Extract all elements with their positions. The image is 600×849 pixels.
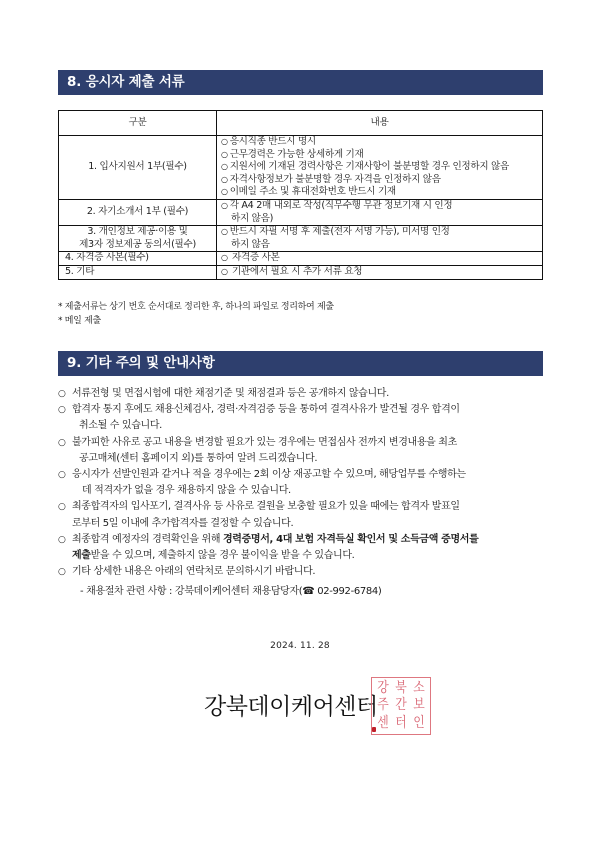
content-line: ○ 자격사항정보가 불분명할 경우 자격을 인정하지 않음 [221, 173, 441, 185]
content-line: ○ 각 A4 2매 내외로 작성(직무수행 무관 정보기재 시 인정 [221, 199, 453, 211]
column-header-category: 구분 [59, 111, 217, 136]
table-header-row [59, 111, 543, 136]
notice-item: ○ 기타 상세한 내용은 아래의 연락처로 문의하시기 바랍니다. [58, 564, 548, 580]
document-date: 2024. 11. 28 [270, 641, 330, 651]
bullet-circle-icon: ○ [221, 187, 228, 197]
bullet-circle-icon: ○ [58, 437, 66, 448]
content-line: ○ 근무경력은 가능한 상세하게 기재 [221, 148, 364, 160]
notice-item: ○ 최종합격 예정자의 경력확인을 위해 경력증명서, 4대 보험 자격득실 확인서 및 소득금액 증명서를 제출받을 수 있으며, 제출하지 않을 경우 불이익을 받을 수 있습니다. [58, 533, 479, 562]
table-row [59, 265, 543, 279]
notice-item: ○ 서류전형 및 면접시험에 대한 채점기준 및 채점결과 등은 공개하지 않습니다. [58, 386, 548, 402]
column-header-content: 내용 [217, 111, 543, 136]
bullet-circle-icon: ○ [221, 174, 228, 184]
contact-info: - 채용절차 관련 사항 : 강북데이케어센터 채용담당자(☎ 02-992-6784) [80, 586, 382, 598]
bullet-circle-icon: ○ [221, 162, 228, 172]
bullet-circle-icon: ○ [58, 567, 66, 578]
content-line: ○ 이메일 주소 및 휴대전화번호 반드시 기재 [221, 186, 396, 198]
row-category: 4. 자격증 사본(필수) [59, 252, 217, 266]
content-line-continued: 하지 않음) [231, 212, 274, 224]
section-9-header: 9. 기타 주의 및 안내사항 [58, 351, 543, 376]
row-category: 1. 입사지원서 1부(필수) [59, 136, 217, 200]
notice-item: ○ 응시자가 선발인원과 같거나 적을 경우에는 2회 이상 재공고할 수 있으며, 해당업무를 수행하는 데 적격자가 없을 경우 채용하지 않을 수 있습니다. [58, 469, 466, 497]
content-line: ○ 기관에서 필요 시 추가 서류 요청 [221, 265, 363, 277]
table-row [59, 226, 543, 252]
seal-ink-mark [372, 727, 376, 732]
footnote: * 제출서류는 상기 번호 순서대로 정리한 후, 하나의 파일로 정리하여 제출 [58, 302, 334, 312]
bullet-circle-icon: ○ [58, 405, 66, 416]
row-content [217, 265, 543, 279]
bullet-circle-icon: ○ [221, 266, 230, 276]
table-row [59, 136, 543, 200]
table-footnotes [58, 301, 334, 328]
row-content [217, 226, 543, 252]
table-row [59, 199, 543, 225]
bullet-circle-icon: ○ [58, 502, 66, 513]
bullet-circle-icon: ○ [221, 149, 228, 159]
content-line: ○ 반드시 자필 서명 후 제출(전자 서명 가능), 미서명 인정 [221, 226, 450, 238]
row-category: 2. 자기소개서 1부 (필수) [59, 199, 217, 225]
phone-number: 02-992-6784) [314, 586, 382, 598]
footnote: * 메일 제출 [58, 315, 101, 326]
content-line: ○ 지원서에 기재된 경력사항은 기재사항이 불분명할 경우 인정하지 않음 [221, 161, 509, 173]
content-line: ○ 응시직종 반드시 명시 [221, 136, 316, 147]
emphasized-text: 제출 [72, 550, 91, 562]
row-content [217, 136, 543, 200]
notice-list [58, 386, 548, 601]
organization-name: 강북데이케어센터 [204, 694, 378, 720]
bullet-circle-icon: ○ [221, 200, 228, 210]
notice-item: ○ 최종합격자의 입사포기, 결격사유 등 사유로 결원을 보충할 필요가 있을 때에는 합격자 발표일 로부터 5일 이내에 추가합격자를 결정할 수 있습니다. [58, 501, 460, 529]
phone-icon: ☎ [302, 586, 315, 598]
table-row [59, 252, 543, 266]
bullet-circle-icon: ○ [221, 137, 228, 146]
official-seal-icon: 강 북 소 주 간 보 센 터 인 [371, 677, 431, 735]
content-line-continued: 하지 않음 [231, 238, 270, 250]
row-category: 3. 개인정보 제공·이용 및 제3자 정보제공 동의서(필수) [59, 226, 217, 252]
bullet-circle-icon: ○ [221, 227, 228, 237]
bullet-circle-icon: ○ [221, 253, 230, 263]
notice-item: ○ 합격자 통지 후에도 채용신체검사, 경력·자격검증 등을 통하여 결격사유가 발견될 경우 합격이 취소될 수 있습니다. [58, 404, 460, 432]
bullet-circle-icon: ○ [58, 470, 66, 481]
row-content [217, 199, 543, 225]
row-category: 5. 기타 [59, 265, 217, 279]
emphasized-text: 경력증명서, 4대 보험 자격득실 확인서 및 소득금액 증명서를 [222, 533, 479, 545]
row-content [217, 252, 543, 266]
bullet-circle-icon: ○ [58, 389, 66, 399]
content-line: ○ 자격증 사본 [221, 252, 280, 264]
bullet-circle-icon: ○ [58, 534, 66, 545]
submission-documents-table [58, 110, 543, 280]
section-8-header: 8. 응시자 제출 서류 [58, 70, 543, 95]
notice-item: ○ 불가피한 사유로 공고 내용을 변경할 필요가 있는 경우에는 면접심사 전까지 변경내용을 최초 공고매체(센터 홈페이지 외)를 통하여 알려 드리겠습니다. [58, 436, 457, 464]
